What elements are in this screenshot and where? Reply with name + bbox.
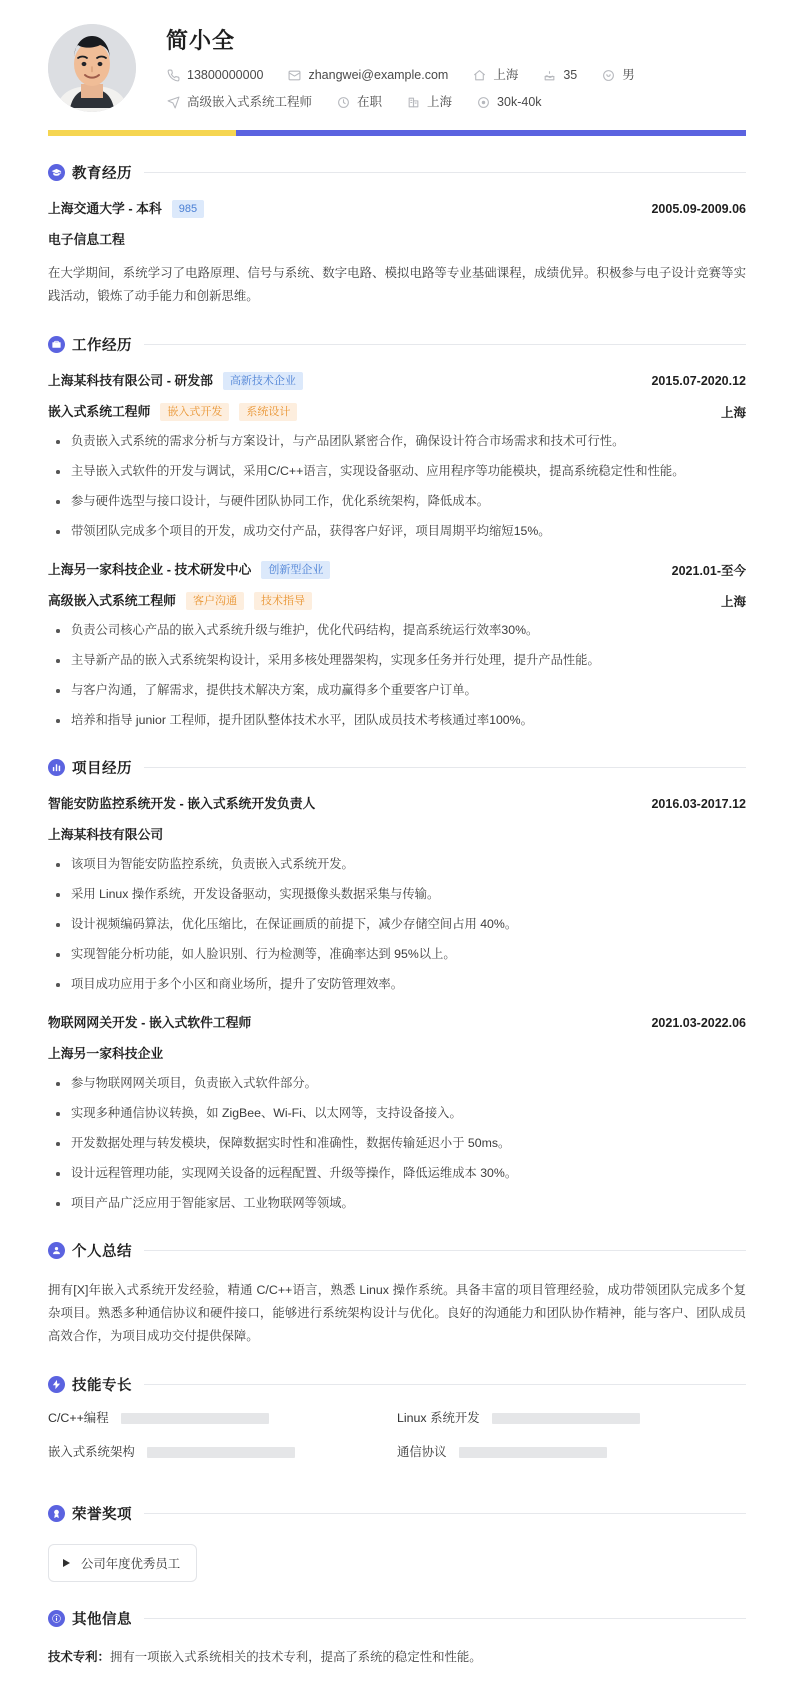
contact-gender-text: 男: [622, 68, 635, 82]
company-tag: 创新型企业: [261, 561, 330, 579]
project-company: 上海另一家科技企业: [48, 1046, 164, 1061]
contact-email: [287, 67, 448, 83]
project-name: 物联网网关开发 - 嵌入式软件工程师: [48, 1015, 252, 1030]
company-name: 上海另一家科技企业 - 技术研发中心: [48, 562, 252, 577]
skill-item: [397, 1443, 746, 1461]
company-tag: 高新技术企业: [223, 372, 303, 390]
education-entry-header: [48, 199, 746, 219]
work-entry: [48, 371, 746, 542]
contact-hometown: [472, 67, 518, 83]
skill-progress-track: [459, 1447, 607, 1458]
work-company-row: [48, 560, 746, 580]
briefcase-icon: [48, 336, 65, 353]
chart-icon: [48, 759, 65, 776]
work-location: 上海: [720, 406, 746, 420]
list-item: 参与物联网网关项目，负责嵌入式软件部分。: [48, 1073, 746, 1094]
education-description: 在大学期间，系统学习了电路原理、信号与系统、数字电路、模拟电路等专业基础课程，成绩优异。积极参与电子设计竞赛等实践活动，锻炼了动手能力和创新思维。: [48, 266, 746, 303]
list-item: 设计远程管理功能，实现网关设备的远程配置、升级等操作，降低运维成本 30%。: [48, 1163, 746, 1184]
list-item: 开发数据处理与转发模块，保障数据实时性和准确性，数据传输延迟小于 50ms。: [48, 1133, 746, 1154]
list-item: 项目成功应用于多个小区和商业场所，提升了安防管理效率。: [48, 974, 746, 995]
job-role: 高级嵌入式系统工程师: [48, 593, 176, 608]
project-bullets: [48, 854, 746, 995]
list-item: 与客户沟通，了解需求，提供技术解决方案，成功赢得多个重要客户订单。: [48, 680, 746, 701]
building-icon: [406, 95, 420, 109]
accent-divider: [48, 130, 746, 136]
work-date: 2015.07-2020.12: [651, 374, 746, 388]
award-item[interactable]: [48, 1544, 197, 1582]
other-info-text: 拥有一项嵌入式系统相关的技术专利，提高了系统的稳定性和性能。: [109, 1650, 482, 1664]
list-item: 参与硬件选型与接口设计，与硬件团队协同工作，优化系统架构，降低成本。: [48, 491, 746, 512]
section-rule: [144, 1250, 746, 1251]
project-entry: [48, 1013, 746, 1214]
skill-progress-track: [492, 1413, 640, 1424]
award-icon: [48, 1505, 65, 1522]
project-company: 上海某科技有限公司: [48, 827, 164, 842]
list-item: 主导新产品的嵌入式系统架构设计，采用多核处理器架构，实现多任务并行处理，提升产品性能。: [48, 650, 746, 671]
mail-icon: [287, 68, 301, 82]
salary-range: [476, 94, 541, 110]
work-role-left: [48, 591, 312, 611]
education-entry-left: [48, 199, 204, 219]
company-name: 上海某科技有限公司 - 研发部: [48, 373, 213, 388]
section-title-skills: 技能专长: [72, 1378, 132, 1394]
other-info-item: [48, 1647, 746, 1668]
work-bullets: [48, 431, 746, 542]
contact-age: [542, 67, 577, 83]
work-bullets: [48, 620, 746, 731]
section-rule: [144, 767, 746, 768]
skill-progress-track: [121, 1413, 269, 1424]
section-title-awards: 荣誉奖项: [72, 1507, 132, 1523]
phone-icon: [166, 68, 180, 82]
list-item: 项目产品广泛应用于智能家居、工业物联网等领域。: [48, 1193, 746, 1214]
project-title-row: [48, 1013, 746, 1033]
section-rule: [144, 1618, 746, 1619]
info-icon: [48, 1610, 65, 1627]
role-tag: 客户沟通: [186, 592, 244, 610]
section-header-skills: [48, 1374, 746, 1395]
section-header-awards: [48, 1503, 746, 1524]
other-info-label: 技术专利：: [48, 1650, 110, 1664]
send-icon: [166, 95, 180, 109]
graduation-cap-icon: [48, 164, 65, 181]
work-role-row: [48, 591, 746, 611]
list-item: 主导嵌入式软件的开发与调试，采用C/C++语言，实现设备驱动、应用程序等功能模块，提高系统稳定性和性能。: [48, 461, 746, 482]
salary-range-text: 30k-40k: [497, 95, 542, 109]
list-item: 负责公司核心产品的嵌入式系统升级与维护，优化代码结构，提高系统运行效率30%。: [48, 620, 746, 641]
contact-phone-text: 13800000000: [187, 68, 264, 82]
section-awards: [0, 1503, 794, 1582]
play-triangle-icon: [63, 1559, 70, 1567]
skill-item: [48, 1443, 397, 1461]
work-company-row: [48, 371, 746, 391]
school-name: 上海交通大学 - 本科: [48, 201, 162, 216]
project-title-row: [48, 794, 746, 814]
bottom-spacer: [0, 1668, 794, 1694]
skill-item: [397, 1409, 746, 1427]
gender-icon: [601, 68, 615, 82]
work-entry: [48, 560, 746, 731]
section-header-education: [48, 162, 746, 183]
contact-row-secondary: [166, 94, 746, 110]
job-status: [336, 94, 382, 110]
contact-phone: [166, 67, 263, 83]
skill-label: 通信协议: [397, 1445, 447, 1459]
section-title-projects: 项目经历: [72, 761, 132, 777]
section-skills: [0, 1374, 794, 1477]
avatar: [48, 24, 136, 112]
skill-item: [48, 1409, 397, 1427]
project-entry: [48, 794, 746, 995]
list-item: 设计视频编码算法，优化压缩比，在保证画质的前提下，减少存储空间占用 40%。: [48, 914, 746, 935]
desired-position-text: 高级嵌入式系统工程师: [187, 95, 313, 109]
list-item: 该项目为智能安防监控系统，负责嵌入式系统开发。: [48, 854, 746, 875]
section-title-other: 其他信息: [72, 1612, 132, 1628]
work-company-left: [48, 560, 330, 580]
work-location: 上海: [720, 595, 746, 609]
work-role-left: [48, 402, 297, 422]
skill-progress-track: [147, 1447, 295, 1458]
work-date: 2021.01-至今: [671, 564, 746, 578]
work-city: [406, 94, 452, 110]
contact-age-text: 35: [563, 68, 578, 82]
section-projects: [0, 757, 794, 1214]
cake-icon: [542, 68, 556, 82]
status-icon: [336, 95, 350, 109]
job-role: 嵌入式系统工程师: [48, 404, 151, 419]
list-item: 负责嵌入式系统的需求分析与方案设计，与产品团队紧密合作，确保设计符合市场需求和技术可行性。: [48, 431, 746, 452]
section-rule: [144, 1513, 746, 1514]
role-tag: 嵌入式开发: [160, 403, 229, 421]
award-label: 公司年度优秀员工: [81, 1557, 181, 1571]
list-item: 采用 Linux 操作系统，开发设备驱动，实现摄像头数据采集与传输。: [48, 884, 746, 905]
work-company-left: [48, 371, 303, 391]
job-status-text: 在职: [357, 95, 383, 109]
school-tag: 985: [172, 200, 204, 218]
home-icon: [472, 68, 486, 82]
skill-icon: [48, 1376, 65, 1393]
skill-label: C/C++编程: [48, 1411, 109, 1425]
awards-list: [48, 1544, 746, 1582]
education-date: 2005.09-2009.06: [651, 202, 746, 216]
list-item: 实现智能分析功能，如人脸识别、行为检测等，准确率达到 95%以上。: [48, 944, 746, 965]
section-title-education: 教育经历: [72, 166, 132, 182]
list-item: 培养和指导 junior 工程师，提升团队整体技术水平，团队成员技术考核通过率100%。: [48, 710, 746, 731]
header-info: [166, 22, 746, 110]
education-entry: [48, 199, 746, 308]
section-rule: [144, 172, 746, 173]
skills-grid: [48, 1409, 746, 1477]
role-tag: 技术指导: [254, 592, 312, 610]
page-title: 简小全: [166, 28, 236, 53]
contact-row-primary: [166, 67, 746, 83]
role-tag: 系统设计: [239, 403, 297, 421]
section-header-other: [48, 1608, 746, 1629]
project-name: 智能安防监控系统开发 - 嵌入式系统开发负责人: [48, 796, 316, 811]
list-item: 实现多种通信协议转换，如 ZigBee、Wi-Fi、以太网等，支持设备接入。: [48, 1103, 746, 1124]
work-city-text: 上海: [427, 95, 453, 109]
resume-header: [0, 0, 794, 112]
person-icon: [48, 1242, 65, 1259]
contact-hometown-text: 上海: [493, 68, 519, 82]
section-work: [0, 334, 794, 731]
section-header-work: [48, 334, 746, 355]
summary-text: 拥有[X]年嵌入式系统开发经验，精通 C/C++语言，熟悉 Linux 操作系统。具备丰富的项目管理经验，成功带领团队完成多个复杂项目。熟悉多种通信协议和硬件接口，能够进行系统架构设计与优化。良好的沟通能力和团队协作精神，能与客户、团队成员高效合作，为项目成功交付提供保障。: [48, 1283, 746, 1343]
project-date: 2021.03-2022.06: [651, 1016, 746, 1030]
project-date: 2016.03-2017.12: [651, 797, 746, 811]
section-other: [0, 1608, 794, 1668]
work-role-row: [48, 402, 746, 422]
project-bullets: [48, 1073, 746, 1214]
section-header-projects: [48, 757, 746, 778]
accent-blue-segment: [236, 130, 746, 136]
salary-icon: [476, 95, 490, 109]
section-title-summary: 个人总结: [72, 1244, 132, 1260]
list-item: 带领团队完成多个项目的开发，成功交付产品，获得客户好评，项目周期平均缩短15%。: [48, 521, 746, 542]
desired-position: [166, 94, 312, 110]
contact-email-text: zhangwei@example.com: [308, 68, 449, 82]
section-rule: [144, 344, 746, 345]
section-education: [0, 162, 794, 308]
section-title-work: 工作经历: [72, 338, 132, 354]
skill-label: Linux 系统开发: [397, 1411, 480, 1425]
section-header-summary: [48, 1240, 746, 1261]
contact-gender: [601, 67, 635, 83]
education-major: 电子信息工程: [48, 232, 125, 247]
skill-label: 嵌入式系统架构: [48, 1445, 135, 1459]
accent-yellow-segment: [48, 130, 236, 136]
section-summary: [0, 1240, 794, 1348]
section-rule: [144, 1384, 746, 1385]
